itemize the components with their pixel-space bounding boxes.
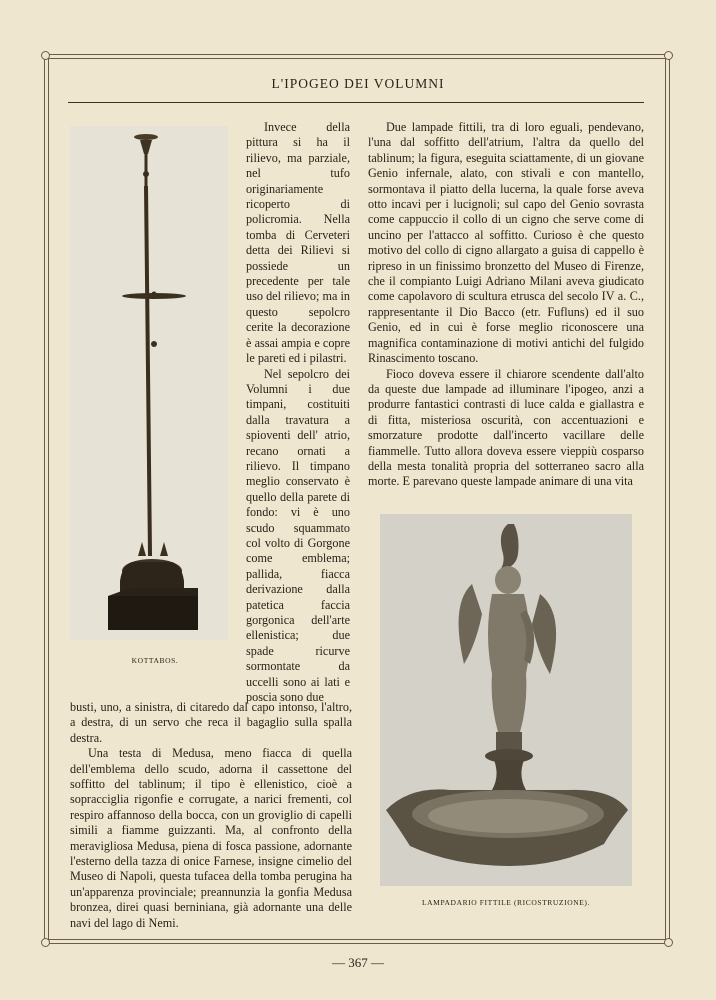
left-column-narrow-text bbox=[246, 120, 350, 705]
corner-ornament bbox=[41, 51, 50, 60]
page-number: — 367 — bbox=[332, 955, 384, 970]
kottabos-photo bbox=[70, 126, 228, 640]
corner-ornament bbox=[41, 938, 50, 947]
paragraph: Due lampade fittili, tra di loro eguali, pendevano, l'una dal soffitto dell'atrium, l'altra da quello del tablinum; la figura, eseguita sciattamente, di un giovane Genio infernale, alato, con stivali e con mantello, sormontava il piatto della lucerna, la quale forse aveva otto incavi per i lucignoli; sul capo del Genio sovrasta come cappuccio il collo di un cigno che serve come di uncino per l'attacco al soffitto. Curioso è che questo motivo del collo di cigno allargato a guisa di cappello è ripreso in un finissimo bronzetto del Museo di Firenze, che il compianto Luigi Adriano Milani aveva giudicato come capolavoro di scultura etrusca del secolo IV a. C., rappresentante il Dio Bacco (etr. Fufluns) ed il suo Genio, ed in cui è forse meglio riconoscere una magnifica contaminazione di motivi antichi del fulgido Rinascimento toscano. bbox=[368, 120, 644, 366]
paragraph: Nel sepolcro dei Volumni i due timpani, costituiti dalla travatura a spioventi dell' atrio, recano ornati a rilievo. Il timpano meglio conservato è quello della parete di fondo: vi è uno scudo squammato col volto di Gorgone come emblema; pallida, fiacca derivazione dalla patetica faccia gorgonica dell'arte ellenistica; due spade ricurve sormontate da uccelli sono ai lati e poscia sono due bbox=[246, 366, 350, 705]
kottabos-caption: KOTTABOS. bbox=[131, 656, 179, 665]
corner-ornament bbox=[664, 51, 673, 60]
lampadario-photo bbox=[380, 514, 632, 886]
header-rule bbox=[68, 102, 644, 103]
paragraph: Invece della pittura si ha il rilievo, ma parziale, nel tufo originariamente ricoperto di policromia. Nella tomba di Cerveteri detta dei Rilievi si possiede un precedente per tale uso del rilievo; ma in questo sepolcro cerite la decorazione è assai ampia e copre le pareti ed i pilastri. bbox=[246, 120, 350, 366]
corner-ornament bbox=[664, 938, 673, 947]
paragraph: Fioco doveva essere il chiarore scendente dall'alto da queste due lampade ad illuminare l'ipogeo, anzi a produrre fantastici contrasti di luce calda e giallastra e di fitta, misteriosa oscurità, con accentuazioni e smorzature prodotte dall'incerto vacillare delle fiammelle. Tutto allora doveva essere vieppiù cosparso della mesta tonalità propria del sotterraneo sacro alla morte. E parevano queste lampade animare di una vita bbox=[368, 366, 644, 489]
running-title: L'IPOGEO DEI VOLUMNI bbox=[271, 76, 445, 91]
right-column-text bbox=[368, 120, 644, 490]
left-column-wide-text bbox=[70, 700, 352, 931]
paragraph: Una testa di Medusa, meno fiacca di quella dell'emblema dello scudo, adorna il cassettone del soffitto del tablinum; il tipo è ellenistico, cioè a sopracciglia rigonfie e corrugate, a narici frementi, col respiro affannoso della bocca, con un groviglio di capelli simili a fiamme guizzanti. Ma, al confronto della meravigliosa Medusa, piena di fosca passione, adornante l'esterno della tazza di onice Farnese, insigne cimelio del Museo di Napoli, questa tufacea della tomba perugina ha un'apparenza provinciale; preannunzia la gonfia Medusa bronzea, direi quasi berniniana, già adornante una delle navi del lago di Nemi. bbox=[70, 746, 352, 930]
paragraph: busti, uno, a sinistra, di citaredo dal capo intonso, l'altro, a destra, di un servo che reca il bagaglio sulla spalla destra. bbox=[70, 700, 352, 745]
lampadario-caption: LAMPADARIO FITTILE (RICOSTRUZIONE). bbox=[421, 898, 590, 907]
